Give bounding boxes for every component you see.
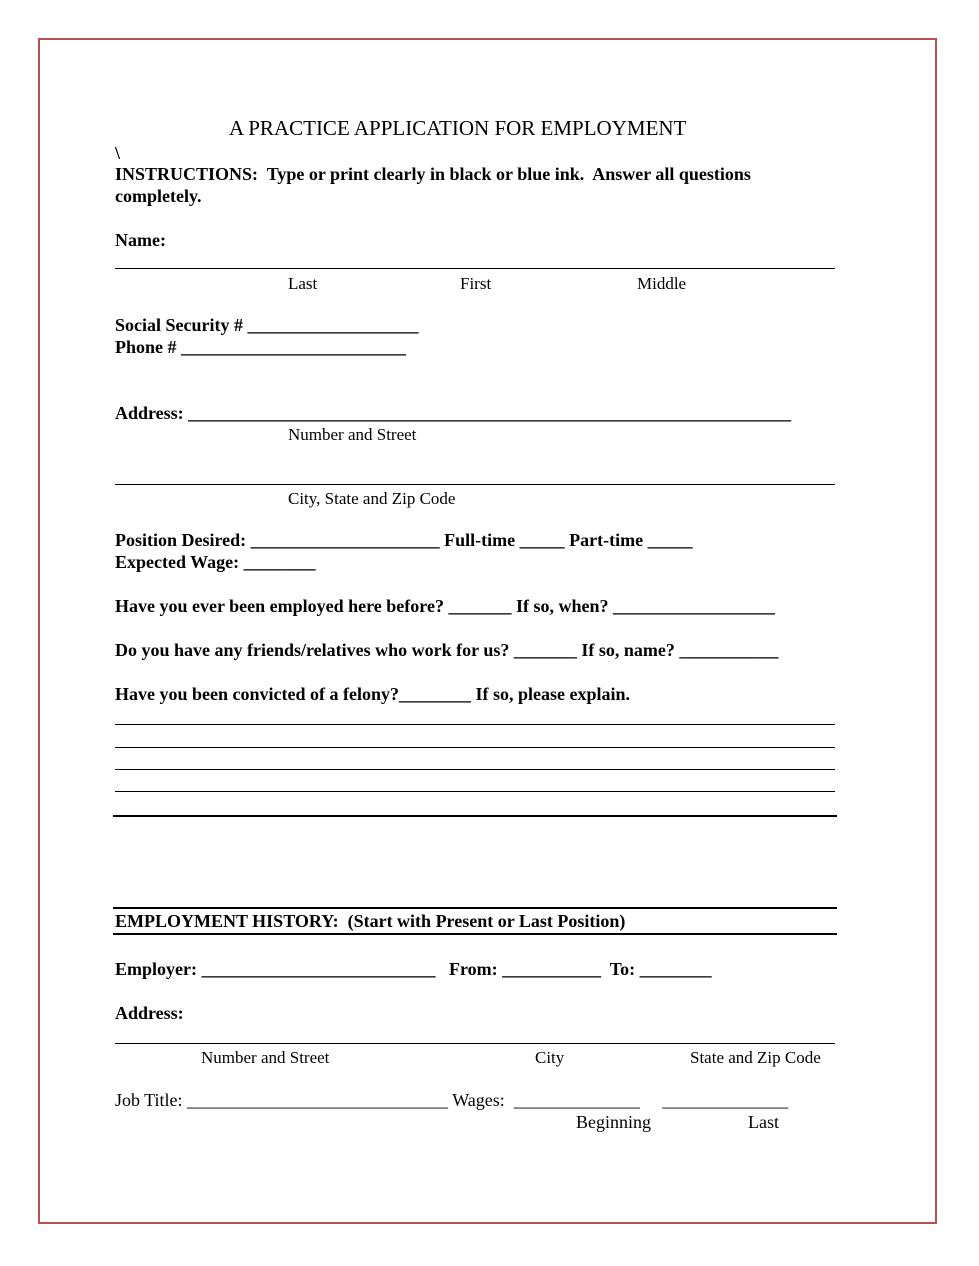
history-sub-state-zip: State and Zip Code: [690, 1048, 821, 1067]
address-city-line[interactable]: [115, 484, 835, 485]
address-field[interactable]: Address: ___________________________________________________________________: [115, 403, 792, 423]
name-input-line[interactable]: [115, 268, 835, 269]
explain-line-4[interactable]: [115, 791, 835, 792]
address-sub-city: City, State and Zip Code: [288, 489, 456, 508]
felony-question[interactable]: Have you been convicted of a felony?________ If so, please explain.: [115, 684, 630, 704]
explain-line-2[interactable]: [115, 747, 835, 748]
history-address-label: Address:: [115, 1003, 184, 1023]
form-title: A PRACTICE APPLICATION FOR EMPLOYMENT: [229, 116, 687, 140]
name-sub-first: First: [460, 274, 492, 293]
instructions-line-1: INSTRUCTIONS: Type or print clearly in black or blue ink. Answer all questions: [115, 164, 751, 184]
phone-field[interactable]: Phone # _________________________: [115, 337, 407, 357]
section-divider: [113, 815, 837, 817]
stray-mark: \: [115, 143, 121, 163]
explain-line-1[interactable]: [115, 724, 835, 725]
ssn-field[interactable]: Social Security # ___________________: [115, 315, 419, 335]
explain-line-3[interactable]: [115, 769, 835, 770]
wages-sub-beginning: Beginning: [576, 1112, 651, 1132]
address-sub-street: Number and Street: [288, 425, 417, 444]
name-sub-middle: Middle: [637, 274, 687, 293]
name-label: Name:: [115, 230, 166, 250]
history-top-rule: [113, 907, 837, 909]
employer-field[interactable]: Employer: __________________________ From: ___________ To: ________: [115, 959, 712, 979]
job-title-field[interactable]: Job Title: _____________________________ Wages: ______________ ______________: [115, 1090, 789, 1110]
name-sub-last: Last: [288, 274, 318, 293]
wages-sub-last: Last: [748, 1112, 779, 1132]
history-address-line[interactable]: [115, 1043, 835, 1044]
page-border: [38, 38, 937, 1224]
history-sub-city: City: [535, 1048, 565, 1067]
history-sub-street: Number and Street: [201, 1048, 330, 1067]
history-bottom-rule: [113, 933, 837, 935]
employed-before-question[interactable]: Have you ever been employed here before? _______ If so, when? __________________: [115, 596, 775, 616]
instructions-line-2: completely.: [115, 186, 202, 206]
employment-history-heading: EMPLOYMENT HISTORY: (Start with Present or Last Position): [115, 911, 626, 931]
expected-wage-field[interactable]: Expected Wage: ________: [115, 552, 316, 572]
position-desired-field[interactable]: Position Desired: _____________________ Full-time _____ Part-time _____: [115, 530, 693, 550]
relatives-question[interactable]: Do you have any friends/relatives who work for us? _______ If so, name? ___________: [115, 640, 779, 660]
